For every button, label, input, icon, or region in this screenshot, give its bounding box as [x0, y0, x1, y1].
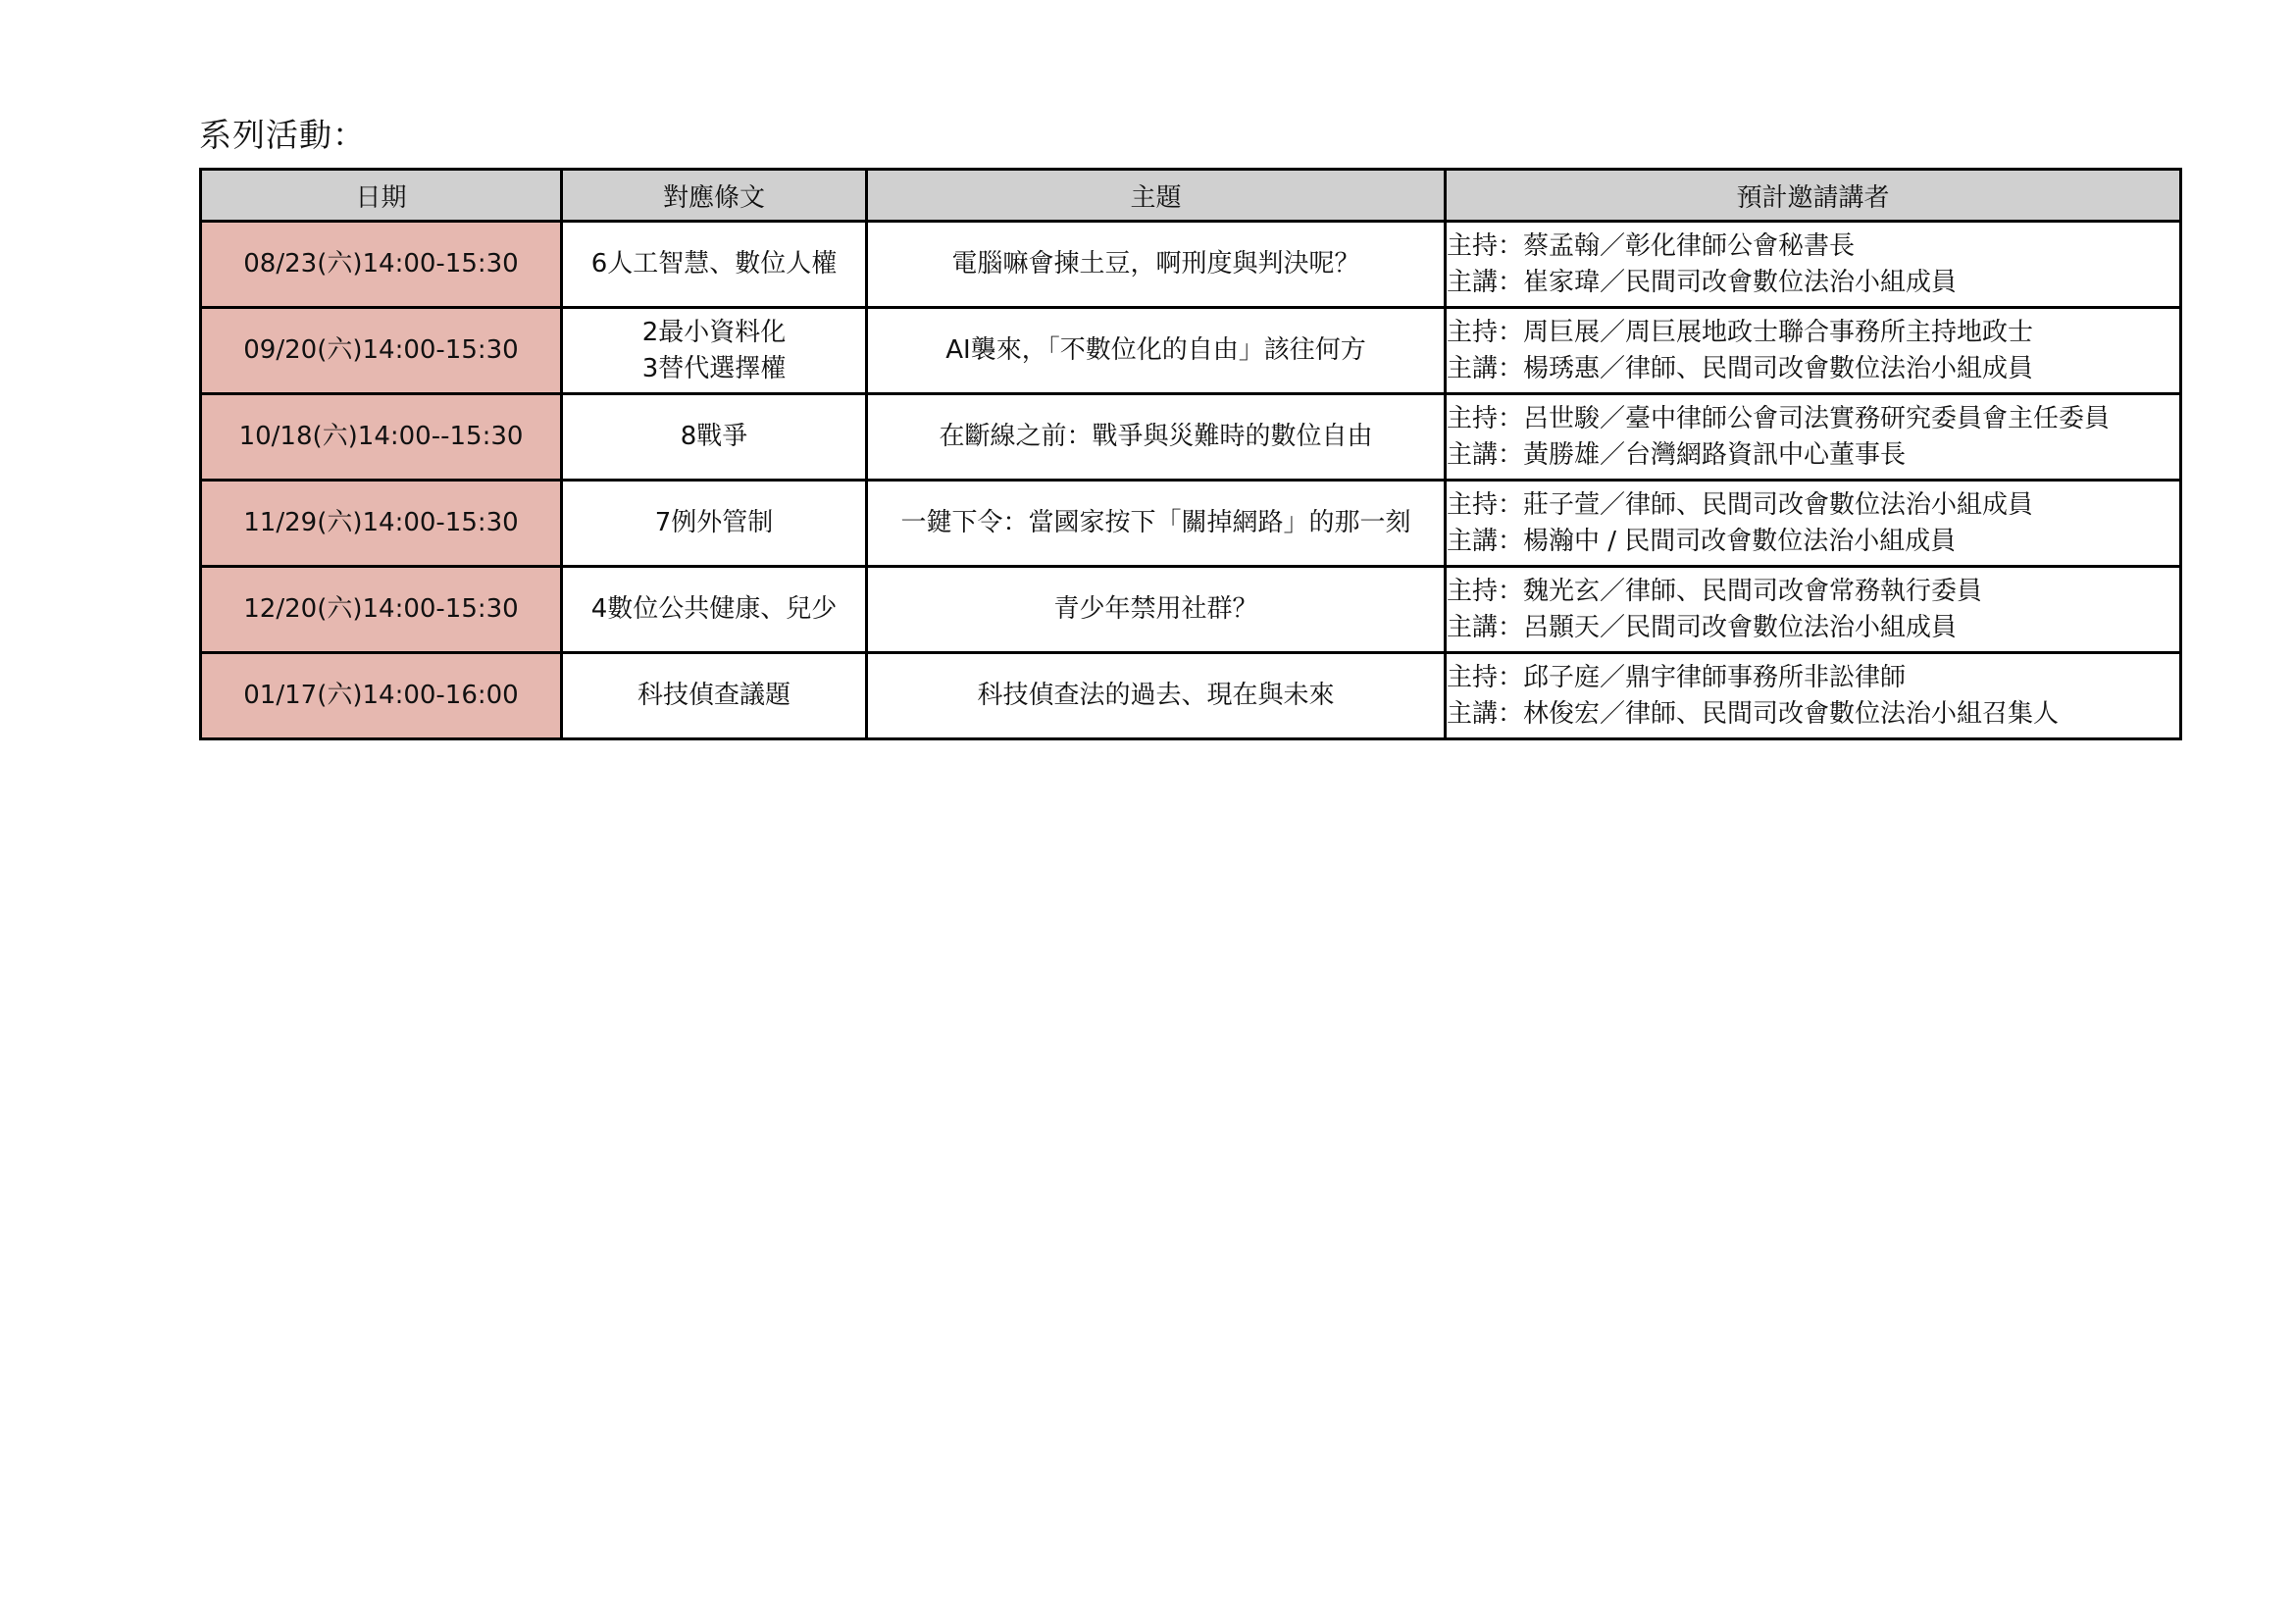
article-cell: [562, 567, 867, 653]
speaker-line: 主講：林俊宏／律師、民間司改會數位法治小組召集人: [1447, 698, 2060, 729]
host-line: 主持：魏光玄／律師、民間司改會常務執行委員: [1447, 576, 1983, 606]
speaker-line: 主講：楊琇惠／律師、民間司改會數位法治小組成員: [1447, 353, 2034, 383]
article-line: 2最小資料化: [641, 317, 787, 347]
table-header-row: [201, 170, 2181, 222]
topic-cell: 在斷線之前：戰爭與災難時的數位自由: [867, 394, 1446, 481]
speaker-line: 主講：楊瀚中 / 民間司改會數位法治小組成員: [1447, 526, 1957, 556]
article-line: 6人工智慧、數位人權: [590, 249, 838, 279]
date-cell: 11/29(六)14:00-15:30: [201, 481, 562, 567]
topic-cell: 電腦嘛會揀土豆，啊刑度與判決呢？: [867, 222, 1446, 308]
table-row: [201, 567, 2181, 653]
article-cell: [562, 481, 867, 567]
topic-cell: AI襲來，「不數位化的自由」該往何方: [867, 308, 1446, 394]
header-article: 對應條文: [562, 170, 867, 222]
article-line: 3替代選擇權: [641, 353, 787, 383]
date-cell: 12/20(六)14:00-15:30: [201, 567, 562, 653]
page-title: 系列活動：: [199, 116, 366, 154]
header-topic: 主題: [867, 170, 1446, 222]
topic-cell: 科技偵查法的過去、現在與未來: [867, 653, 1446, 739]
host-line: 主持：蔡孟翰／彰化律師公會秘書長: [1447, 230, 1856, 261]
article-line: 7例外管制: [654, 508, 774, 537]
speaker-line: 主講：崔家瑋／民間司改會數位法治小組成員: [1447, 267, 1958, 297]
topic-cell: 一鍵下令：當國家按下「關掉網路」的那一刻: [867, 481, 1446, 567]
table-row: [201, 394, 2181, 481]
schedule-table: [199, 168, 2182, 740]
host-line: 主持：莊子萱／律師、民間司改會數位法治小組成員: [1447, 489, 2034, 520]
topic-cell: 青少年禁用社群？: [867, 567, 1446, 653]
table-row: [201, 653, 2181, 739]
date-cell: 10/18(六)14:00--15:30: [201, 394, 562, 481]
host-line: 主持：呂世駿／臺中律師公會司法實務研究委員會主任委員: [1447, 403, 2111, 433]
header-speakers: 預計邀請講者: [1446, 170, 2181, 222]
header-date: 日期: [201, 170, 562, 222]
date-cell: 01/17(六)14:00-16:00: [201, 653, 562, 739]
date-cell: 08/23(六)14:00-15:30: [201, 222, 562, 308]
article-line: 8戰爭: [680, 422, 748, 451]
article-cell: [562, 653, 867, 739]
speaker-line: 主講：呂顥天／民間司改會數位法治小組成員: [1447, 612, 1958, 642]
speaker-cell: [1446, 481, 2181, 567]
table-row: [201, 481, 2181, 567]
article-cell: [562, 222, 867, 308]
article-line: 科技偵查議題: [637, 681, 790, 710]
article-line: 4數位公共健康、兒少: [590, 594, 838, 624]
article-cell: [562, 308, 867, 394]
host-line: 主持：周巨展／周巨展地政士聯合事務所主持地政士: [1447, 317, 2034, 347]
speaker-cell: [1446, 567, 2181, 653]
date-cell: 09/20(六)14:00-15:30: [201, 308, 562, 394]
table-row: [201, 222, 2181, 308]
article-cell: [562, 394, 867, 481]
speaker-cell: [1446, 308, 2181, 394]
host-line: 主持：邱子庭／鼎宇律師事務所非訟律師: [1447, 662, 1907, 692]
speaker-line: 主講：黃勝雄／台灣網路資訊中心董事長: [1447, 439, 1907, 470]
table-row: [201, 308, 2181, 394]
speaker-cell: [1446, 394, 2181, 481]
speaker-cell: [1446, 222, 2181, 308]
speaker-cell: [1446, 653, 2181, 739]
